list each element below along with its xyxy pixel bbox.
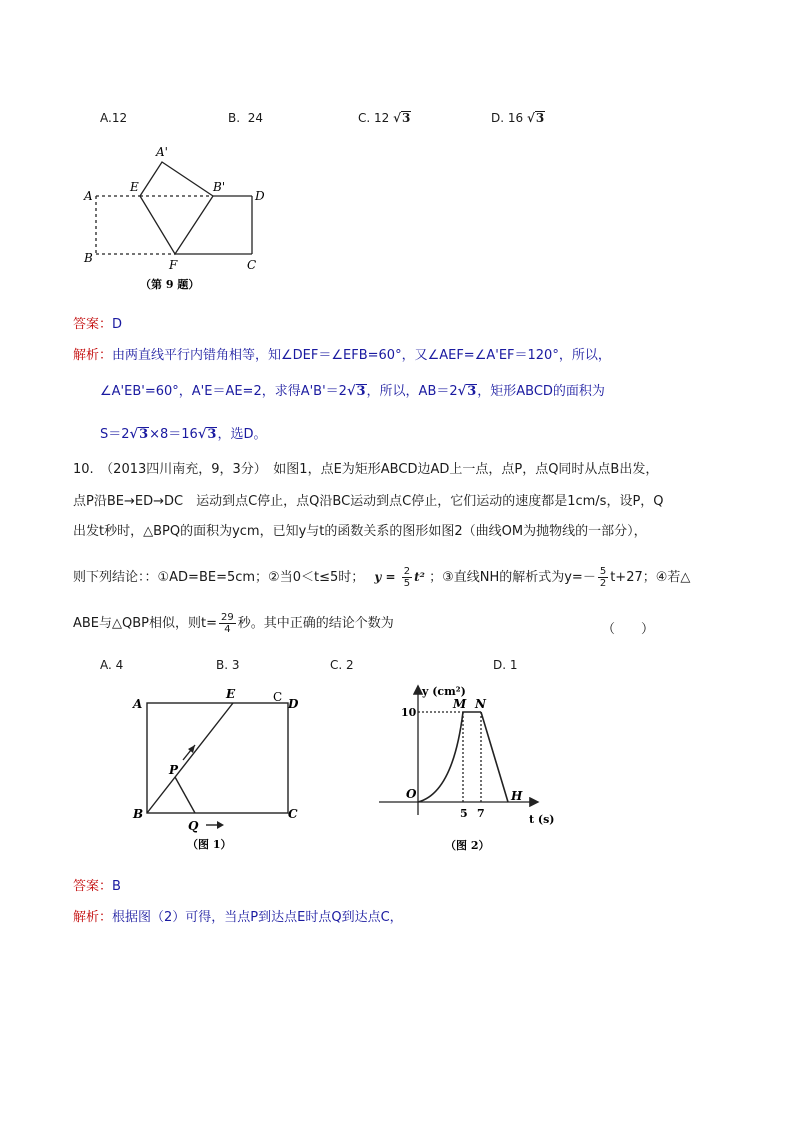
label-b-prime: B' (213, 180, 226, 194)
fold-line-ef (140, 196, 213, 254)
label-c-top: C (273, 690, 283, 704)
label-c: C (288, 807, 298, 821)
sqrt-sign: √3 (527, 111, 545, 125)
q10-option-c: C. 2 (330, 658, 354, 672)
q10-option-d: D. 1 (493, 658, 518, 672)
q10-line1: 10. （2013四川南充，9，3分） 如图1，点E为矩形ABCD边AD上一点，点P，点Q同时从点B出发， (73, 462, 659, 477)
label-h: H (511, 789, 523, 803)
q10-line3: 出发t秒时，△BPQ的面积为ycm，已知y与t的函数关系的图形如图2（曲线OM为抛物线的一部分）， (73, 524, 647, 539)
tick-10: 10 (401, 706, 417, 719)
label-d: D (288, 697, 299, 711)
t-axis-label: t (s) (529, 813, 555, 826)
sqrt-sign: √3 (393, 111, 411, 125)
arrow-q-head (217, 821, 224, 829)
label-p: P (169, 763, 179, 777)
label-m: M (453, 697, 467, 711)
curve-om (418, 712, 463, 802)
label-b: B (133, 807, 144, 821)
label-a-prime: A' (156, 145, 168, 159)
q10-line2: 点P沿BE→ED→DC 运动到点C停止，点Q沿BC运动到点C停止，它们运动的速度都是1cm/s，设P，Q (73, 494, 664, 509)
label-a: A (84, 189, 93, 203)
label-e: E (226, 687, 236, 701)
q9-analysis-line3: S＝2√3×8＝16√3，选D。 (100, 427, 267, 442)
y-axis-label: y (cm²) (422, 685, 466, 698)
label-a: A (133, 697, 143, 711)
q9-analysis-line1: 解析：由两直线平行内错角相等，知∠DEF＝∠EFB=60°，又∠AEF=∠A'EF＝120°，所以， (73, 348, 611, 363)
q10-line4: 则下列结论：：①AD=BE=5cm；②当0＜t≤5时； y = $\frac{2}{5}$ t² ；③直线NH的解析式为y=－ $\frac{5}{2}$ t+27；④若△ (73, 566, 691, 589)
q10-answer-paren: （ ） (602, 622, 655, 637)
q10-option-a: A. 4 (100, 658, 124, 672)
tick-7: 7 (477, 807, 485, 820)
rectangle-abcd (147, 703, 288, 813)
q9-option-a: A.12 (100, 111, 128, 125)
q10-figure-1 (125, 685, 310, 855)
q9-option-d: D. 16 √3 (491, 111, 545, 125)
q9-answer: 答案：D (73, 317, 123, 332)
label-n: N (475, 697, 486, 711)
q10-analysis: 解析：根据图（2）可得，当点P到达点E时点Q到达点C， (73, 910, 403, 925)
folded-a-edge (140, 162, 213, 196)
figure-caption: （图 2） (445, 839, 490, 852)
label-d: D (255, 189, 265, 203)
q9-option-c: C. 12 √3 (358, 111, 411, 125)
segment-nh (481, 712, 508, 802)
figure-caption: （图 1） (187, 838, 232, 851)
label-q: Q (188, 819, 199, 833)
q10-option-b: B. 3 (216, 658, 240, 672)
label-o: O (406, 787, 417, 801)
q10-figure-2 (375, 675, 580, 860)
label-f: F (169, 258, 178, 272)
label-b: B (84, 251, 93, 265)
segment-be (147, 703, 233, 813)
q9-option-b: B. 24 (228, 111, 263, 125)
q10-line5: ABE与△QBP相似，则t= $\frac{29}{4}$ 秒。其中正确的结论个数为 (73, 612, 394, 635)
q10-answer: 答案：B (73, 879, 121, 894)
segment-pq (175, 777, 195, 813)
label-e: E (130, 180, 139, 194)
q9-analysis-line2: ∠A'EB'=60°，A'E＝AE=2，求得A'B'＝2√3，所以，AB＝2√3，矩形ABCD的面积为 (100, 384, 605, 399)
q9-figure (80, 142, 280, 302)
tick-5: 5 (460, 807, 468, 820)
figure-caption: （第 9 题） (140, 278, 200, 291)
label-c: C (247, 258, 257, 272)
